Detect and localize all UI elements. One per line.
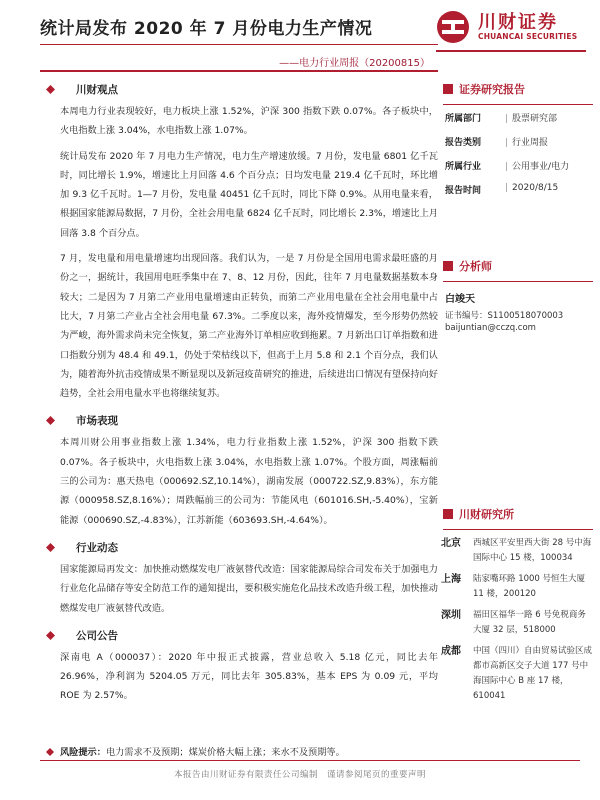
risk-label: 风险提示： (60, 747, 106, 758)
office-city: 深圳 (441, 610, 461, 621)
section-title: 公司公告 (76, 629, 118, 642)
info-value: | 2020/8/15 (505, 183, 558, 193)
main-content (60, 80, 438, 706)
info-row (443, 105, 593, 129)
section-title: 行业动态 (76, 541, 118, 554)
paragraph: 7 月，发电量和用电量增速均出现回落。我们认为，一是 7 月份是全国用电需求最旺盛的月份之一，据统计，我国用电旺季集中在 7、8、12 月份，因此，往年 7 月电量数据基数本身较大；二是因为 7 月第二产业用电量增速由正转负，而第二产业用电量在全社会用电量中占比大，7 月第二产业占全社会用电量 67.3%。二季度以来，海外疫情爆发，至今形势仍然较为严峻，海外需求尚未完全恢复，第二产业海外订单相应收到拖累。7 月新出口订单指数和进口指数分别为 48.4 和 49.1，仍处于荣枯线以下，但高于上月 5.8 和 2.1 个百分点，我们认为，随着海外抗击疫情成果不断显现以及新冠疫苗研究的推进，后续进出口情况有望保持向好趋势，全社会用电量水平也将继续复苏。 (60, 253, 438, 400)
info-value: | 股票研究部 (505, 111, 557, 124)
sidebar-header-report (443, 80, 593, 102)
paragraph: 本周川财公用事业指数上涨 1.34%，电力行业指数上涨 1.52%，沪深 300 指数下跌 0.07%。各子板块中，火电指数上涨 3.04%，水电指数上涨 1.07%。个股方面，周涨幅前三的公司为：惠天热电（000692.SZ,10.14%），湖南发展（000722.SZ,9.83%），东方能源（000958.SZ,8.16%）；周跌幅前三的公司为：节能风电（601016.SH,-5.40%），宝新能源（000690.SZ,-4.83%），江苏新能（603693.SH,-4.64%）。 (60, 437, 438, 526)
paragraph: 深南电 A（000037）：2020 年中报正式披露，营业总收入 5.18 亿元，同比去年 26.96%，净利润为 5204.05 万元，同比去年 305.83%，基本 EPS 为 0.09 元，平均 ROE 为 2.57%。 (60, 651, 438, 702)
office-city: 北京 (441, 538, 461, 549)
header-divider-bottom (40, 70, 438, 72)
info-row (443, 177, 593, 201)
office-city: 上海 (441, 574, 461, 585)
section-title: 市场表现 (76, 415, 118, 428)
section-header-view (60, 82, 438, 102)
office-address: 中国（四川）自由贸易试验区成都市高新区交子大道 177 号中海国际中心 B 座 17 楼，610041 (473, 646, 593, 701)
sidebar-divider (443, 529, 593, 530)
info-row (443, 129, 593, 153)
brand-logo (436, 6, 586, 48)
footer-divider (40, 760, 580, 761)
info-key: 所属部门 (445, 114, 482, 124)
info-key: 所属行业 (445, 162, 482, 172)
report-title: 统计局发布 2020 年 7 月份电力生产情况 (40, 19, 373, 39)
header-divider (40, 44, 438, 45)
analyst-email[interactable]: baijuntian@cczq.com (445, 323, 536, 333)
office-city: 成都 (441, 646, 461, 657)
diamond-bullet-icon (46, 631, 55, 640)
section-title: 川财观点 (76, 84, 118, 96)
sidebar-title: 分析师 (459, 260, 492, 273)
analyst-name: 白竣天 (445, 294, 475, 305)
logo-divider (436, 50, 586, 52)
square-bullet-icon (443, 261, 453, 271)
info-key: 报告时间 (445, 186, 482, 196)
brand-name-cn: 川财证券 (478, 12, 558, 33)
office-address: 陆家嘴环路 1000 号恒生大厦 11 楼，200120 (473, 574, 586, 599)
office-entry (443, 608, 593, 638)
section-header-company (60, 628, 438, 648)
diamond-bullet-icon (46, 85, 55, 94)
info-row (443, 153, 593, 177)
sidebar (443, 80, 593, 704)
risk-text: 电力需求不及预期；煤炭价格大幅上涨；来水不及预期等。 (105, 747, 345, 758)
analyst-cert: 证书编号：S1100518070003 (445, 311, 564, 321)
sidebar-title: 川财研究所 (459, 508, 514, 521)
sidebar-header-analyst (443, 257, 593, 279)
report-subtitle: ——电力行业周报（20200815） (279, 58, 430, 69)
paragraph: 本周电力行业表现较好，电力板块上涨 1.52%，沪深 300 指数下跌 0.07%。各子板块中，火电指数上涨 3.04%，水电指数上涨 1.07%。 (60, 106, 438, 137)
sidebar-header-office (443, 505, 593, 527)
sidebar-divider (443, 281, 593, 282)
paragraph: 国家能源局再发文：加快推动燃煤发电厂液氨替代改造：国家能源局综合司发布关于加强电力行业危化品储存等安全防范工作的通知提出，要积极实施危化品技术改造升级工程，加快推动燃煤发电厂液氨替代改造。 (60, 563, 438, 614)
diamond-bullet-icon (46, 543, 55, 552)
diamond-bullet-icon (46, 416, 55, 425)
info-value: | 公用事业/电力 (505, 159, 569, 172)
section-header-industry (60, 540, 438, 560)
office-entry (443, 536, 593, 566)
diamond-bullet-icon (46, 748, 54, 756)
office-address: 西城区平安里西大街 28 号中海国际中心 15 楼，100034 (473, 538, 592, 563)
office-entry (443, 644, 593, 704)
brand-name-en: CHUANCAI SECURITIES (478, 32, 578, 41)
office-entry (443, 572, 593, 602)
office-address: 福田区福华一路 6 号免税商务大厦 32 层，518000 (473, 610, 586, 635)
square-bullet-icon (443, 509, 453, 519)
info-key: 报告类别 (445, 138, 482, 148)
square-bullet-icon (443, 84, 453, 94)
risk-warning (46, 744, 345, 758)
info-value: | 行业周报 (505, 135, 548, 148)
brand-mark-icon (436, 10, 470, 44)
paragraph: 统计局发布 2020 年 7 月电力生产情况，电力生产增速放缓。7 月份，发电量 6801 亿千瓦时，同比增长 1.9%，增速比上月回落 4.6 个百分点；日均发电量 219.4 亿千瓦时，环比增加 9.3 亿千瓦时。1—7 月份，发电量 40451 亿千瓦时，同比下降 0.9%。从用电量来看，根据国家能源局数据，7 月份，全社会用电量 6824 亿千瓦时，同比增长 2.3%，增速比上月回落 3.8 个百分点。 (60, 150, 438, 239)
section-header-market (60, 413, 438, 433)
sidebar-title: 证券研究报告 (459, 83, 525, 96)
footer-disclaimer: 本报告由川财证券有限责任公司编制 谨请参阅尾页的重要声明 (173, 770, 426, 780)
